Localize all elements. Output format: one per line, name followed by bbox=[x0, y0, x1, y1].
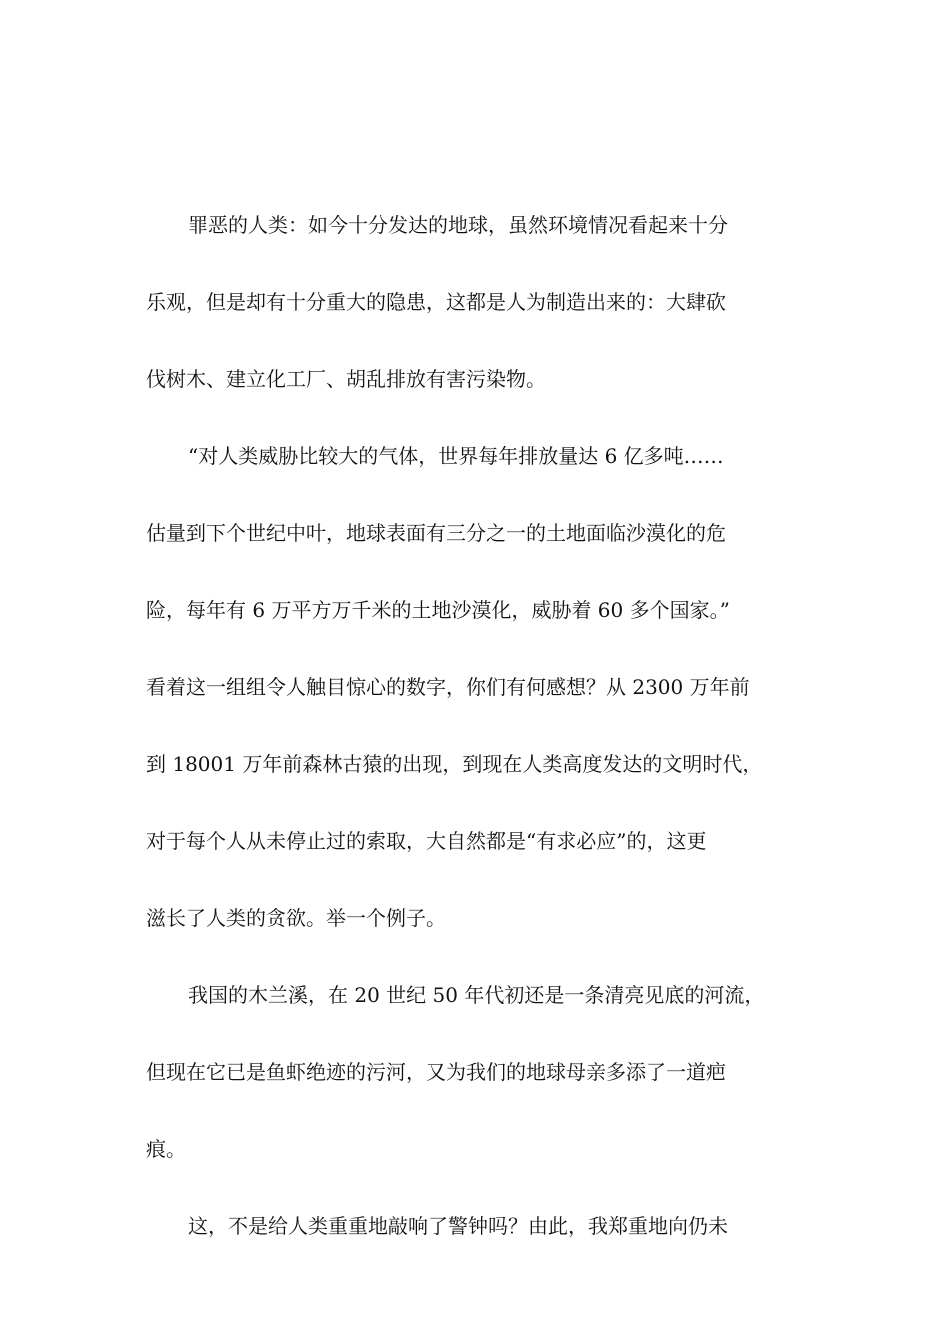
text-line: 罪恶的人类：如今十分发达的地球，虽然环境情况看起来十分 bbox=[188, 213, 728, 237]
text-line: 伐树木、建立化工厂、胡乱排放有害污染物。 bbox=[146, 367, 546, 391]
text-line: 乐观，但是却有十分重大的隐患，这都是人为制造出来的：大肆砍 bbox=[146, 290, 726, 314]
text-line: 但现在它已是鱼虾绝迹的污河，又为我们的地球母亲多添了一道疤 bbox=[146, 1060, 726, 1084]
text-line: 对于每个人从未停止过的索取，大自然都是“有求必应”的，这更 bbox=[146, 829, 707, 853]
text-line: “对人类威胁比较大的气体，世界每年排放量达 6 亿多吨…… bbox=[188, 444, 724, 468]
text-line: 这，不是给人类重重地敲响了警钟吗？由此，我郑重地向仍未 bbox=[188, 1214, 728, 1238]
text-line: 看着这一组组令人触目惊心的数字，你们有何感想？从 2300 万年前 bbox=[146, 675, 750, 699]
text-line: 估量到下个世纪中叶，地球表面有三分之一的土地面临沙漠化的危 bbox=[146, 521, 726, 545]
text-line: 到 18001 万年前森林古猿的出现，到现在人类高度发达的文明时代， bbox=[146, 752, 763, 776]
text-line: 险，每年有 6 万平方万千米的土地沙漠化，威胁着 60 多个国家。” bbox=[146, 598, 730, 622]
text-line: 我国的木兰溪，在 20 世纪 50 年代初还是一条清亮见底的河流， bbox=[188, 983, 765, 1007]
text-line: 痕。 bbox=[146, 1137, 186, 1161]
text-line: 滋长了人类的贪欲。举一个例子。 bbox=[146, 906, 446, 930]
